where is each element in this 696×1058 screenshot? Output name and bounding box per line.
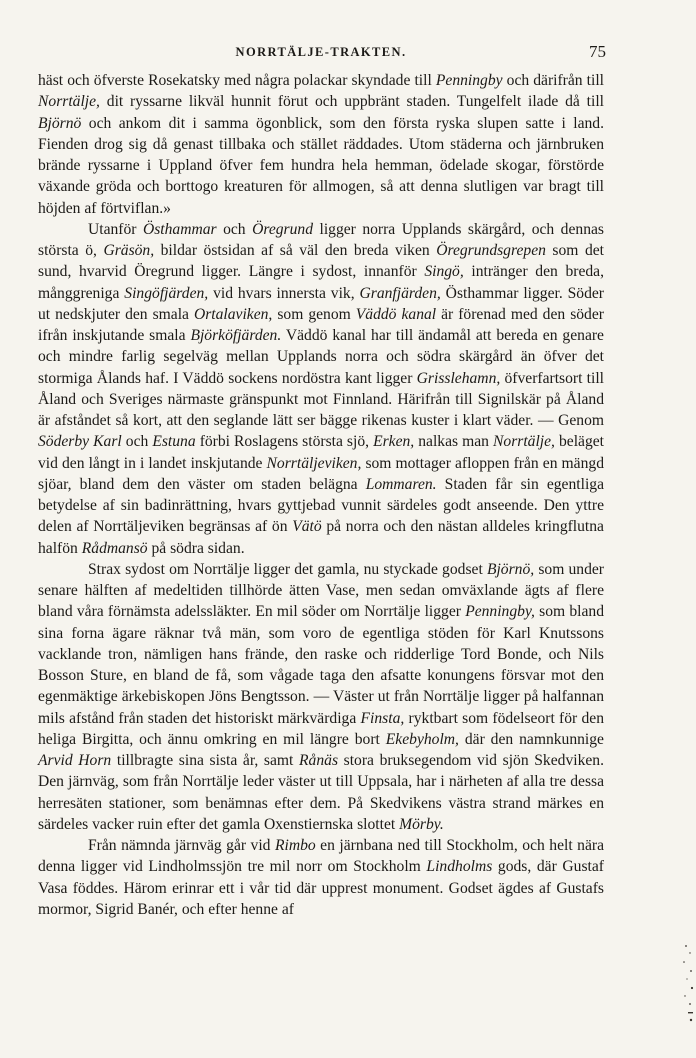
- ink-speck: [688, 1012, 693, 1013]
- text-run: och ankom dit i samma ögonblick, som den första ryska slupen satte i land. Fienden drog sig då genast tillbaka och stället räddades. Utom städerna och järnbruken brände ryssarne i Uppland öfver fem hundra hela hemman, ödelade skogar, förstörde växande gröda och borttogo kreaturen för allmogen, så att denna slutligen var bragt till höjden af förtviflan.»: [38, 114, 604, 217]
- text-run: som bland sina forna ägare räknar två män, som voro de egentliga stöden för Karl Knutssons vacklande tron, nämligen hans frände, den raske och ridderlige Tord Bonde, och Nils Bosson Sture, en bland de få, som vågade taga den afsatte konungens försvar mot den egenmäktige ärkebiskopen Jöns Bengtsson. — Väster ut från Norrtälje ligger på halfannan mils afstånd från staden det historiskt märkvärdiga: [38, 603, 605, 727]
- italic-place-name: Vätö: [292, 518, 322, 536]
- ink-speck: [685, 945, 687, 947]
- text-run: och: [216, 220, 253, 238]
- italic-place-name: Söderby Karl: [38, 433, 122, 451]
- italic-place-name: Ortalaviken,: [193, 305, 273, 323]
- italic-place-name: Rånäs: [299, 752, 339, 769]
- ink-speck: [689, 1003, 691, 1005]
- italic-place-name: Norrtäljeviken,: [266, 454, 362, 472]
- italic-place-name: Erken,: [373, 433, 415, 451]
- italic-place-name: Mörby.: [399, 815, 444, 833]
- italic-place-name: Lommaren.: [365, 475, 437, 493]
- italic-place-name: Rimbo: [274, 837, 316, 854]
- ink-speck: [689, 952, 690, 953]
- text-run: Strax sydost om Norrtälje ligger det gamla, nu styckade godset: [88, 560, 487, 578]
- italic-place-name: Lindholms: [426, 858, 493, 876]
- text-run: som mottager afloppen från en mängd sjöar, bland dem den väster om staden belägna: [38, 454, 604, 493]
- italic-place-name: Singö,: [424, 263, 464, 281]
- paragraph-bjorno: [38, 559, 604, 835]
- paragraph-osthammar: [38, 219, 604, 559]
- text-run: på södra sidan.: [147, 539, 245, 557]
- italic-place-name: Gräsön,: [103, 242, 155, 259]
- text-run: på norra och den nästan alldeles kringflutna halfön: [38, 518, 604, 557]
- italic-place-name: Ekebyholm,: [385, 730, 459, 748]
- text-run: Från nämnda järnväg går vid: [88, 837, 275, 854]
- italic-place-name: Penningby,: [465, 603, 535, 621]
- text-run: stora bruksegendom vid sjön Skedviken. Den järnväg, som från Norrtälje leder väster ut till Uppsala, har i närheten af alla tre dessa herresäten stationer, som benämnas efter dem. På Skedvikens västra strand märkes en särdeles vacker ruin efter det gamla Oxenstiernska slottet: [38, 752, 604, 833]
- italic-place-name: Estuna: [152, 433, 196, 451]
- text-run: tillbragte sina sista år, samt: [111, 752, 300, 769]
- text-run: förbi Roslagens största sjö,: [195, 433, 374, 451]
- paragraph-rimbo: [38, 835, 604, 920]
- ink-speck: [690, 970, 692, 972]
- text-run: intränger den breda, månggreniga: [38, 263, 604, 302]
- text-run: som genom: [272, 305, 356, 323]
- ink-speck: [684, 995, 685, 996]
- body-text: [38, 70, 604, 920]
- text-run: där den namnkunnige: [458, 730, 604, 748]
- italic-place-name: Öregrund: [252, 220, 314, 238]
- text-run: Utanför: [88, 220, 143, 238]
- text-run: Östhammar ligger. Söder ut nedskjuter den smala: [38, 284, 604, 323]
- ink-speck: [690, 1019, 692, 1021]
- text-run: öfverfartsort till Åland och Sveriges närmaste gränspunkt mot Finnland. Härifrån till Signilskär på Åland är afståndet så kort, att den seglande lätt ser bägge rikenas kuster i klart väder. — Genom: [38, 369, 604, 429]
- ink-speck: [691, 987, 693, 989]
- text-run: häst och öfverste Rosekatsky med några polackar skyndade till: [38, 72, 436, 89]
- text-run: beläget vid den långt in i landet inskjutande: [38, 433, 605, 472]
- text-run: och: [121, 433, 153, 451]
- italic-place-name: Finsta,: [360, 709, 405, 727]
- text-run: Staden får sin egentliga betydelse af sin badinrättning, hvars gyttjebad vunnit särdeles godt anseende. Den yttre delen af Norrtäljeviken begränsas af ön: [38, 475, 604, 536]
- text-run: som det sund, hvarvid Öregrund ligger. Längre i sydost, innanför: [38, 242, 604, 281]
- paragraph-continued: [38, 70, 604, 219]
- page-number: 75: [589, 42, 606, 61]
- italic-place-name: Björnö,: [486, 560, 535, 578]
- italic-place-name: Rådmansö: [81, 539, 148, 557]
- text-run: ryktbart som födelseort för den heliga Birgitta, och ännu omkring en mil längre bort: [38, 709, 604, 748]
- text-run: Väddö kanal har till ändamål att bereda en genare och mindre farlig segelväg mellan Upplands norra och södra skärgård än öfver det stormiga Ålands haf. I Väddö sockens nordöstra kant ligger: [38, 327, 604, 387]
- text-run: vid hvars innersta vik,: [208, 284, 360, 302]
- text-run: ligger norra Upplands skärgård, och dennas största ö,: [38, 220, 604, 259]
- text-run: är förenad med den söder ifrån inskjutande smala: [38, 305, 604, 344]
- italic-place-name: Norrtälje,: [38, 93, 100, 111]
- italic-place-name: Östhammar: [142, 220, 217, 238]
- italic-place-name: Singöfjärden,: [124, 284, 209, 302]
- text-run: och därifrån till: [502, 72, 604, 89]
- text-run: bildar östsidan af så väl den breda viken: [154, 242, 437, 259]
- text-run: en järnbana ned till Stockholm, och helt nära denna ligger vid Lindholmssjön tre mil norr om Stockholm: [38, 837, 604, 876]
- italic-place-name: Väddö kanal: [355, 305, 437, 323]
- italic-place-name: Arvid Horn: [38, 752, 112, 769]
- text-run: som under senare hälften af medeltiden tillhörde ätten Vase, men sedan omväxlande ägts af flere bland våra förnämsta adelssläkter. En mil söder om Norrtälje ligger: [38, 560, 604, 621]
- italic-place-name: Penningby: [435, 72, 503, 89]
- italic-place-name: Grisslehamn,: [416, 369, 501, 387]
- ink-speck: [686, 978, 687, 979]
- text-run: nalkas man: [414, 433, 493, 451]
- italic-place-name: Björköfjärden.: [190, 327, 282, 344]
- italic-place-name: Björnö: [38, 114, 82, 132]
- text-run: gods, där Gustaf Vasa föddes. Härom erinrar ett i vår tid där upprest monument. Godset ägdes af Gustafs mormor, Sigrid Banér, och efter henne af: [38, 858, 604, 918]
- running-title: NORRTÄLJE-TRAKTEN.: [235, 45, 407, 59]
- italic-place-name: Granfjärden,: [359, 284, 441, 302]
- ink-speck: [683, 961, 685, 963]
- margin-ink-specks: [672, 938, 696, 1028]
- running-head: [38, 43, 604, 63]
- italic-place-name: Norrtälje,: [493, 433, 555, 451]
- italic-place-name: Öregrundsgrepen: [436, 242, 546, 259]
- text-run: dit ryssarne likväl hunnit förut och uppbränt staden. Tungelfelt ilade då till: [99, 93, 604, 111]
